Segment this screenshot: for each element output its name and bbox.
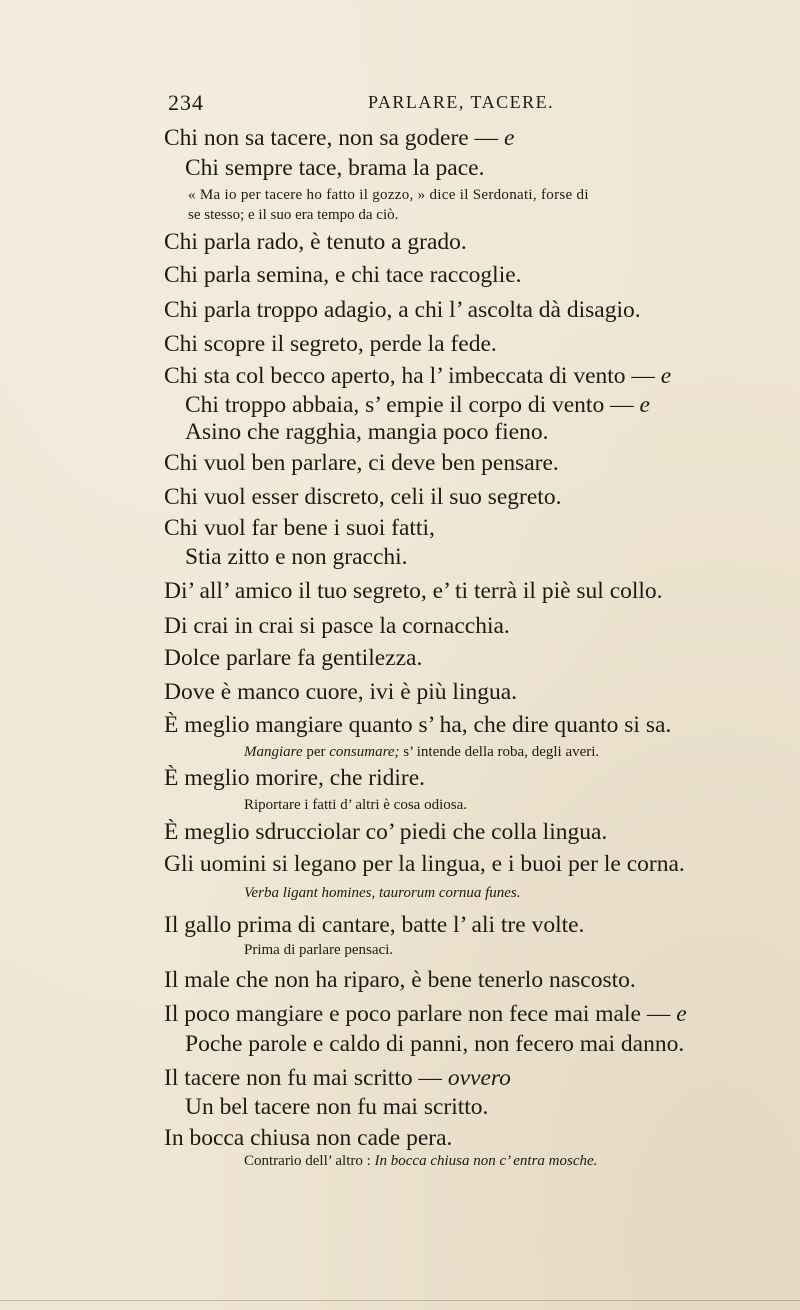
page-number: 234 xyxy=(168,90,204,115)
text-line: Dove è manco cuore, ivi è più lingua. xyxy=(164,679,518,705)
text-line: È meglio mangiare quanto s’ ha, che dire quanto si sa. xyxy=(164,712,672,738)
page-edge xyxy=(0,1300,800,1301)
text-line: Di’ all’ amico il tuo segreto, e’ ti terrà il piè sul collo. xyxy=(164,578,663,604)
page-header xyxy=(168,90,728,114)
footnote-line: Contrario dell’ altro : In bocca chiusa non c’ entra mosche. xyxy=(244,1153,598,1169)
text-line: Il tacere non fu mai scritto — ovvero xyxy=(164,1065,511,1091)
text-line: Chi troppo abbaia, s’ empie il corpo di vento — e xyxy=(185,392,650,418)
text-line: Stia zitto e non gracchi. xyxy=(185,544,408,570)
text-line: Chi parla troppo adagio, a chi l’ ascolta dà disagio. xyxy=(164,297,641,323)
text-line: È meglio sdrucciolar co’ piedi che colla lingua. xyxy=(164,819,608,845)
footnote-line: Prima di parlare pensaci. xyxy=(244,942,394,958)
text-line: Asino che ragghia, mangia poco fieno. xyxy=(185,419,549,445)
text-line: Chi non sa tacere, non sa godere — e xyxy=(164,125,515,151)
text-line: Gli uomini si legano per la lingua, e i buoi per le corna. xyxy=(164,851,685,877)
footnote-line: Riportare i fatti d’ altri è cosa odiosa. xyxy=(244,797,467,813)
text-line: È meglio morire, che ridire. xyxy=(164,765,426,791)
text-line: Dolce parlare fa gentilezza. xyxy=(164,645,423,671)
text-line: Chi vuol esser discreto, celi il suo segreto. xyxy=(164,484,562,510)
text-line: Il gallo prima di cantare, batte l’ ali tre volte. xyxy=(164,912,585,938)
footnote-line: se stesso; e il suo era tempo da ciò. xyxy=(188,207,399,223)
text-line: Il male che non ha riparo, è bene tenerlo nascosto. xyxy=(164,967,636,993)
text-line: Un bel tacere non fu mai scritto. xyxy=(185,1094,489,1120)
footnote-line: « Ma io per tacere ho fatto il gozzo, » dice il Serdonati, forse di xyxy=(188,187,589,203)
text-line: Chi parla semina, e chi tace raccoglie. xyxy=(164,262,522,288)
text-line: Chi vuol far bene i suoi fatti, xyxy=(164,515,435,541)
text-line: In bocca chiusa non cade pera. xyxy=(164,1125,453,1151)
text-line: Chi sta col becco aperto, ha l’ imbeccata di vento — e xyxy=(164,363,672,389)
footnote-line: Mangiare per consumare; s’ intende della roba, degli averi. xyxy=(244,744,600,760)
text-line: Il poco mangiare e poco parlare non fece mai male — e xyxy=(164,1001,687,1027)
running-title: PARLARE, TACERE. xyxy=(368,92,555,112)
text-line: Chi sempre tace, brama la pace. xyxy=(185,155,485,181)
text-line: Chi parla rado, è tenuto a grado. xyxy=(164,229,467,255)
text-line: Di crai in crai si pasce la cornacchia. xyxy=(164,613,510,639)
text-line: Poche parole e caldo di panni, non fecero mai danno. xyxy=(185,1031,685,1057)
text-line: Chi vuol ben parlare, ci deve ben pensare. xyxy=(164,450,559,476)
footnote-line: Verba ligant homines, taurorum cornua funes. xyxy=(244,885,521,901)
text-line: Chi scopre il segreto, perde la fede. xyxy=(164,331,497,357)
